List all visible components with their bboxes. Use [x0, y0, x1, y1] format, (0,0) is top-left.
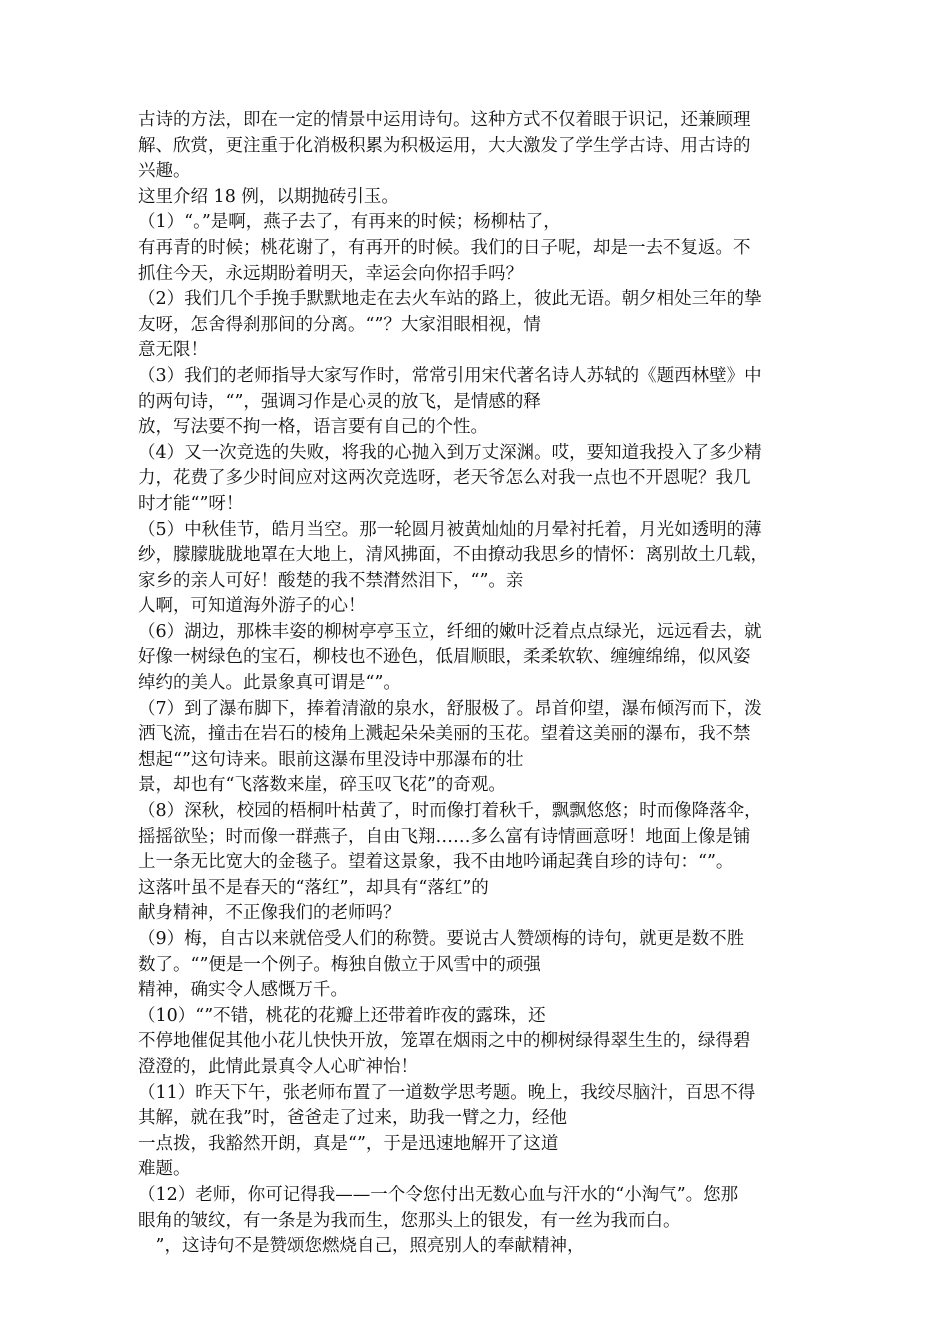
text-line: 精神，确实令人感慨万千。 [138, 980, 348, 1001]
text-line: 想起“”这句诗来。眼前这瀑布里没诗中那瀑布的壮 [138, 749, 524, 770]
text-line: ”，这诗句不是赞颂您燃烧自己，照亮别人的奉献精神， [138, 1236, 585, 1257]
text-line: 一点拨，我豁然开朗，真是“”，于是迅速地解开了这道 [138, 1133, 559, 1154]
text-line: 眼角的皱纹，有一条是为我而生，您那头上的银发，有一丝为我而白。 [138, 1210, 681, 1231]
text-line: 意无限！ [138, 340, 208, 361]
text-line: 景，却也有“飞落数来崖，碎玉叹飞花”的奇观。 [138, 775, 506, 796]
text-line: （5）中秋佳节，皓月当空。那一轮圆月被黄灿灿的月晕衬托着，月光如透明的薄 [138, 519, 762, 540]
text-line: 洒飞流，撞击在岩石的棱角上溅起朵朵美丽的玉花。望着这美丽的瀑布，我不禁 [138, 724, 751, 745]
text-line: 家乡的亲人可好！酸楚的我不禁潸然泪下，“”。亲 [138, 570, 524, 591]
text-line: 解、欣赏，更注重于化消极积累为积极运用，大大激发了学生学古诗、用古诗的 [138, 135, 751, 156]
text-line: 数了。“”便是一个例子。梅独自傲立于风雪中的顽强 [138, 954, 541, 975]
text-line: （1）“。”是啊，燕子去了，有再来的时候；杨柳枯了， [138, 212, 561, 233]
text-line: 摇摇欲坠；时而像一群燕子，自由飞翔……多么富有诗情画意呀！地面上像是铺 [138, 826, 751, 847]
text-line: （9）梅，自古以来就倍受人们的称赞。要说古人赞颂梅的诗句，就更是数不胜 [138, 929, 745, 949]
text-line: 友呀，怎舍得刹那间的分离。“”？大家泪眼相视，情 [138, 314, 541, 335]
document-body [138, 108, 828, 1260]
text-line: 难题。 [138, 1159, 191, 1180]
text-line: 其解，就在我”时，爸爸走了过来，助我一臂之力，经他 [138, 1108, 567, 1129]
text-line: 好像一树绿色的宝石，柳枝也不逊色，低眉顺眼，柔柔软软、缠缠绵绵，似风姿 [138, 647, 751, 668]
text-line: （4）又一次竞选的失败，将我的心抛入到万丈深渊。哎，要知道我投入了多少精 [138, 442, 762, 463]
text-line: 人啊，可知道海外游子的心！ [138, 596, 366, 617]
text-line: 上一条无比宽大的金毯子。望着这景象，我不由地吟诵起龚自珍的诗句：“”。 [138, 852, 734, 873]
text-line: 澄澄的，此情此景真令人心旷神怡！ [138, 1056, 418, 1077]
text-line: 时才能“”呀！ [138, 493, 244, 514]
text-line: 放，写法要不拘一格，语言要有自己的个性。 [138, 417, 488, 438]
text-line: 这落叶虽不是春天的“落红”，却具有“落红”的 [138, 877, 489, 898]
text-line: （2）我们几个手挽手默默地走在去火车站的路上，彼此无语。朝夕相处三年的挚 [138, 289, 762, 310]
text-line: （12）老师，你可记得我——一个令您付出无数心血与汗水的“小淘气”。您那 [138, 1184, 739, 1205]
text-line: 力，花费了多少时间应对这两次竞选呀，老天爷怎么对我一点也不开恩呢？我几 [138, 468, 751, 489]
text-line: （7）到了瀑布脚下，捧着清澈的泉水，舒服极了。昂首仰望，瀑布倾泻而下，泼 [138, 698, 762, 719]
text-line: 有再青的时候；桃花谢了，有再开的时候。我们的日子呢，却是一去不复返。不 [138, 237, 751, 258]
text-line: 绰约的美人。此景象真可谓是“”。 [138, 673, 401, 694]
text-line: （11）昨天下午，张老师布置了一道数学思考题。晚上，我绞尽脑汁，百思不得 [138, 1082, 756, 1103]
text-line: （6）湖边，那株丰姿的柳树亭亭玉立，纤细的嫩叶泛着点点绿光，远远看去，就 [138, 621, 762, 642]
text-line: 纱，朦朦胧胧地罩在大地上，清风拂面，不由撩动我思乡的情怀：离别故土几载， [138, 545, 768, 566]
text-line: （10）“”不错，桃花的花瓣上还带着昨夜的露珠，还 [138, 1005, 546, 1026]
text-line: 古诗的方法，即在一定的情景中运用诗句。这种方式不仅着眼于识记，还兼顾理 [138, 110, 751, 130]
text-line: （8）深秋，校园的梧桐叶枯黄了，时而像打着秋千，飘飘悠悠；时而像降落伞， [138, 801, 762, 822]
text-line: 兴趣。 [138, 161, 191, 182]
text-line: 献身精神，不正像我们的老师吗？ [138, 903, 401, 924]
text-line: 不停地催促其他小花儿快快开放，笼罩在烟雨之中的柳树绿得翠生生的，绿得碧 [138, 1031, 751, 1052]
text-line: （3）我们的老师指导大家写作时，常常引用宋代著名诗人苏轼的《题西林壁》中 [138, 365, 762, 386]
text-line: 这里介绍 18 例，以期抛砖引玉。 [138, 186, 399, 207]
text-line: 抓住今天，永远期盼着明天，幸运会向你招手吗？ [138, 263, 523, 284]
text-line: 的两句诗，“”，强调习作是心灵的放飞，是情感的释 [138, 391, 541, 412]
